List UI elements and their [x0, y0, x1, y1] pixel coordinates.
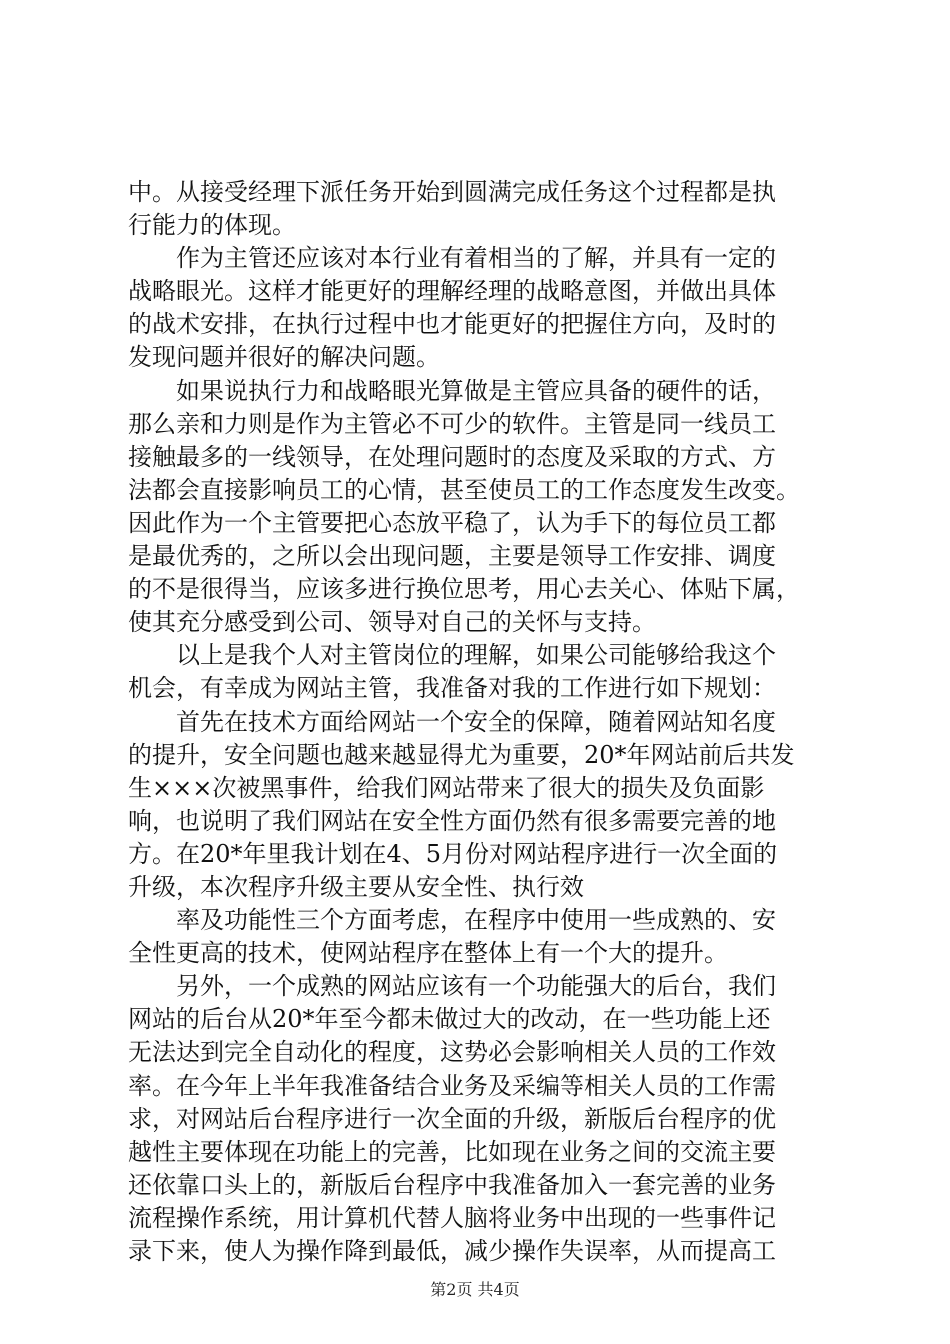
text-line: 发现问题并很好的解决问题。	[128, 343, 440, 372]
text-line: 方。在20*年里我计划在4、5月份对网站程序进行一次全面的	[128, 839, 778, 868]
text-line: 率。在今年上半年我准备结合业务及采编等相关人员的工作需	[128, 1071, 776, 1100]
text-line: 响，也说明了我们网站在安全性方面仍然有很多需要完善的地	[128, 806, 776, 835]
text-line: 升级，本次程序升级主要从安全性、执行效	[128, 872, 584, 901]
text-line: 另外，一个成熟的网站应该有一个功能强大的后台，我们	[128, 972, 776, 1001]
text-line: 以上是我个人对主管岗位的理解，如果公司能够给我这个	[128, 641, 776, 670]
text-line: 率及功能性三个方面考虑，在程序中使用一些成熟的、安	[128, 906, 776, 935]
text-line: 还依靠口头上的，新版后台程序中我准备加入一套完善的业务	[128, 1170, 776, 1199]
text-line: 录下来，使人为操作降到最低，减少操作失误率，从而提高工	[128, 1237, 776, 1265]
text-line: 是最优秀的，之所以会出现问题，主要是领导工作安排、调度	[128, 542, 776, 571]
text-line: 网站的后台从20*年至今都未做过大的改动，在一些功能上还	[128, 1005, 771, 1034]
text-line: 全性更高的技术，使网站程序在整体上有一个大的提升。	[128, 939, 728, 968]
text-line: 求，对网站后台程序进行一次全面的升级，新版后台程序的优	[128, 1104, 776, 1133]
text-line: 如果说执行力和战略眼光算做是主管应具备的硬件的话，	[128, 376, 776, 405]
text-line: 越性主要体现在功能上的完善，比如现在业务之间的交流主要	[128, 1137, 776, 1166]
text-line: 生×××次被黑事件，给我们网站带来了很大的损失及负面影	[128, 773, 765, 802]
text-line: 接触最多的一线领导，在处理问题时的态度及采取的方式、方	[128, 442, 776, 471]
text-line: 流程操作系统，用计算机代替人脑将业务中出现的一些事件记	[128, 1203, 776, 1232]
text-line: 的提升，安全问题也越来越显得尤为重要，20*年网站前后共发	[128, 740, 795, 769]
text-line: 作为主管还应该对本行业有着相当的了解，并具有一定的	[128, 244, 776, 273]
page-number-footer: 第2页 共4页	[430, 1280, 520, 1299]
text-line: 使其充分感受到公司、领导对自己的关怀与支持。	[128, 608, 656, 637]
text-line: 战略眼光。这样才能更好的理解经理的战略意图，并做出具体	[128, 277, 776, 306]
text-line: 的不是很得当，应该多进行换位思考，用心去关心、体贴下属，	[128, 575, 800, 604]
text-line: 那么亲和力则是作为主管必不可少的软件。主管是同一线员工	[128, 409, 776, 438]
text-line: 首先在技术方面给网站一个安全的保障，随着网站知名度	[128, 707, 776, 736]
text-line: 机会，有幸成为网站主管，我准备对我的工作进行如下规划：	[128, 674, 776, 703]
text-line: 无法达到完全自动化的程度，这势必会影响相关人员的工作效	[128, 1038, 776, 1067]
text-line: 的战术安排，在执行过程中也才能更好的把握住方向，及时的	[128, 310, 776, 339]
text-line: 法都会直接影响员工的心情，甚至使员工的工作态度发生改变。	[128, 475, 800, 504]
body-text	[128, 176, 828, 1268]
text-line: 因此作为一个主管要把心态放平稳了，认为手下的每位员工都	[128, 508, 776, 537]
text-line: 行能力的体现。	[128, 211, 296, 240]
text-line: 中。从接受经理下派任务开始到圆满完成任务这个过程都是执	[128, 178, 776, 206]
